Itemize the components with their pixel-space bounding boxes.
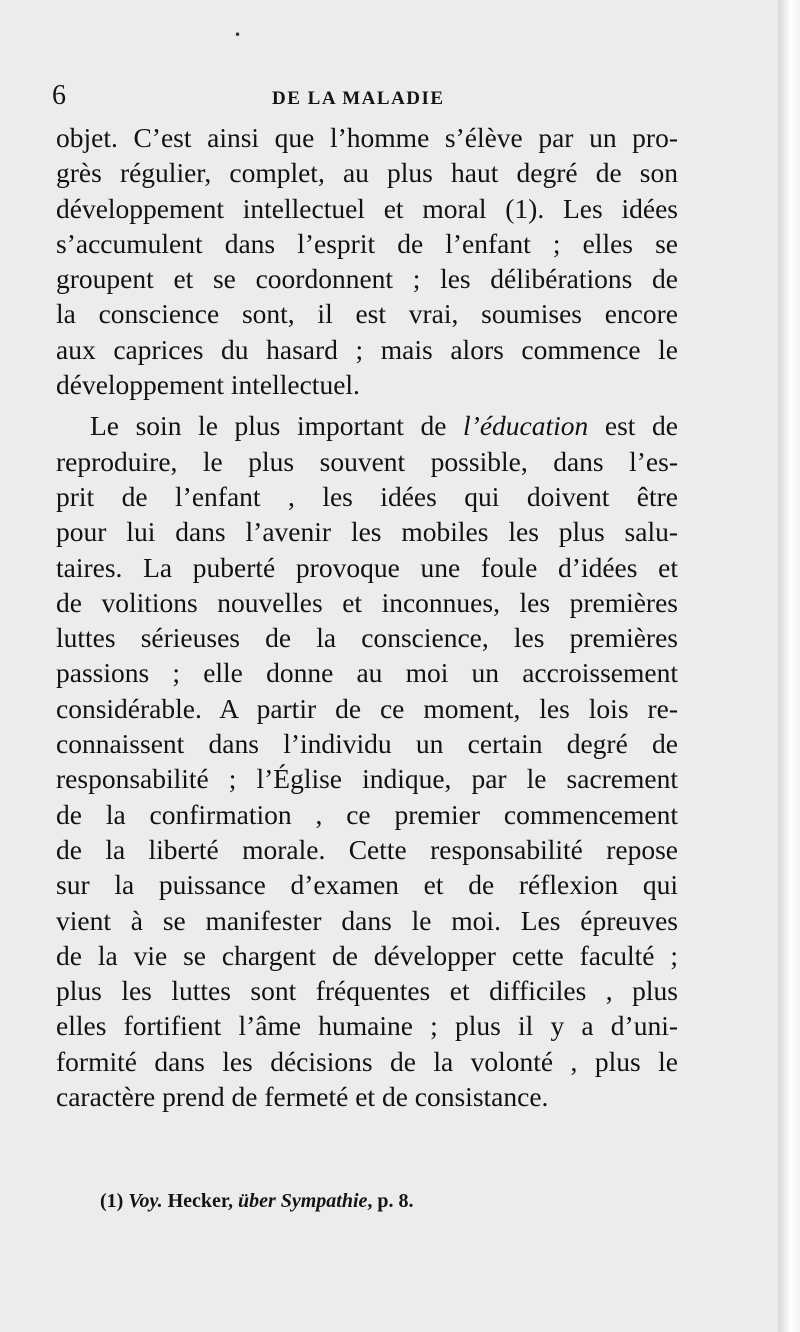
footnote-title: über Sympathie bbox=[237, 1190, 368, 1212]
text-line: pour lui dans l’avenir les mobiles les plus salu- bbox=[56, 516, 678, 548]
text-line: de la confirmation , ce premier commencement bbox=[56, 798, 678, 830]
footnote-voy: Voy. bbox=[128, 1190, 163, 1212]
page-edge bbox=[778, 0, 800, 1332]
page-number: 6 bbox=[52, 80, 66, 111]
text-line: grès régulier, complet, au plus haut degré de son bbox=[56, 157, 678, 189]
text-line: elles fortifient l’âme humaine ; plus il y a d’uni- bbox=[56, 1010, 678, 1042]
text-line: responsabilité ; l’Église indique, par le sacrement bbox=[56, 763, 678, 795]
footnote bbox=[100, 1190, 414, 1213]
page-header bbox=[52, 78, 682, 118]
text-line: reproduire, le plus souvent possible, dans l’es- bbox=[56, 445, 678, 477]
footnote-author: Hecker, bbox=[162, 1190, 238, 1212]
text-line: caractère prend de fermeté et de consistance. bbox=[56, 1081, 549, 1113]
paragraph-2 bbox=[56, 408, 678, 1114]
text-line: groupent et se coordonnent ; les délibérations de bbox=[56, 263, 678, 295]
text-run: Le soin le plus important de bbox=[90, 410, 464, 442]
text-line: de la vie se chargent de développer cette faculté ; bbox=[56, 939, 678, 971]
text-line: s’accumulent dans l’esprit de l’enfant ; elles se bbox=[56, 227, 678, 259]
body-text bbox=[56, 120, 678, 1114]
text-line: prit de l’enfant , les idées qui doivent être bbox=[56, 480, 678, 512]
text-line: sur la puissance d’examen et de réflexion qui bbox=[56, 869, 678, 901]
text-line: de la liberté morale. Cette responsabilité repose bbox=[56, 833, 678, 865]
text-line: aux caprices du hasard ; mais alors commence le bbox=[56, 333, 678, 365]
ink-speck: • bbox=[234, 28, 242, 42]
text-line: passions ; elle donne au moi un accroissement bbox=[56, 657, 678, 689]
text-line: formité dans les décisions de la volonté , plus le bbox=[56, 1045, 678, 1077]
text-line: développement intellectuel et moral (1). Les idées bbox=[56, 192, 678, 224]
text-line: la conscience sont, il est vrai, soumises encore bbox=[56, 298, 678, 330]
text-line: connaissent dans l’individu un certain degré de bbox=[56, 728, 678, 760]
text-line: taires. La puberté provoque une foule d’idées et bbox=[56, 551, 678, 583]
text-line: objet. C’est ainsi que l’homme s’élève par un pro- bbox=[56, 122, 678, 153]
text-run: est de bbox=[588, 410, 678, 442]
footnote-marker: (1) bbox=[100, 1190, 124, 1212]
paragraph-1 bbox=[56, 120, 678, 402]
emphasis-education: l’éducation bbox=[463, 410, 589, 442]
text-line: luttes sérieuses de la conscience, les premières bbox=[56, 622, 678, 654]
running-title: DE LA MALADIE bbox=[272, 88, 445, 109]
text-line: développement intellectuel. bbox=[56, 369, 360, 401]
text-line: plus les luttes sont fréquentes et difficiles , plus bbox=[56, 975, 678, 1007]
text-line bbox=[56, 408, 678, 443]
text-line: vient à se manifester dans le moi. Les épreuves bbox=[56, 904, 678, 936]
text-line: considérable. A partir de ce moment, les lois re- bbox=[56, 692, 678, 724]
footnote-page: , p. 8. bbox=[367, 1190, 414, 1212]
text-line: de volitions nouvelles et inconnues, les premières bbox=[56, 586, 678, 618]
